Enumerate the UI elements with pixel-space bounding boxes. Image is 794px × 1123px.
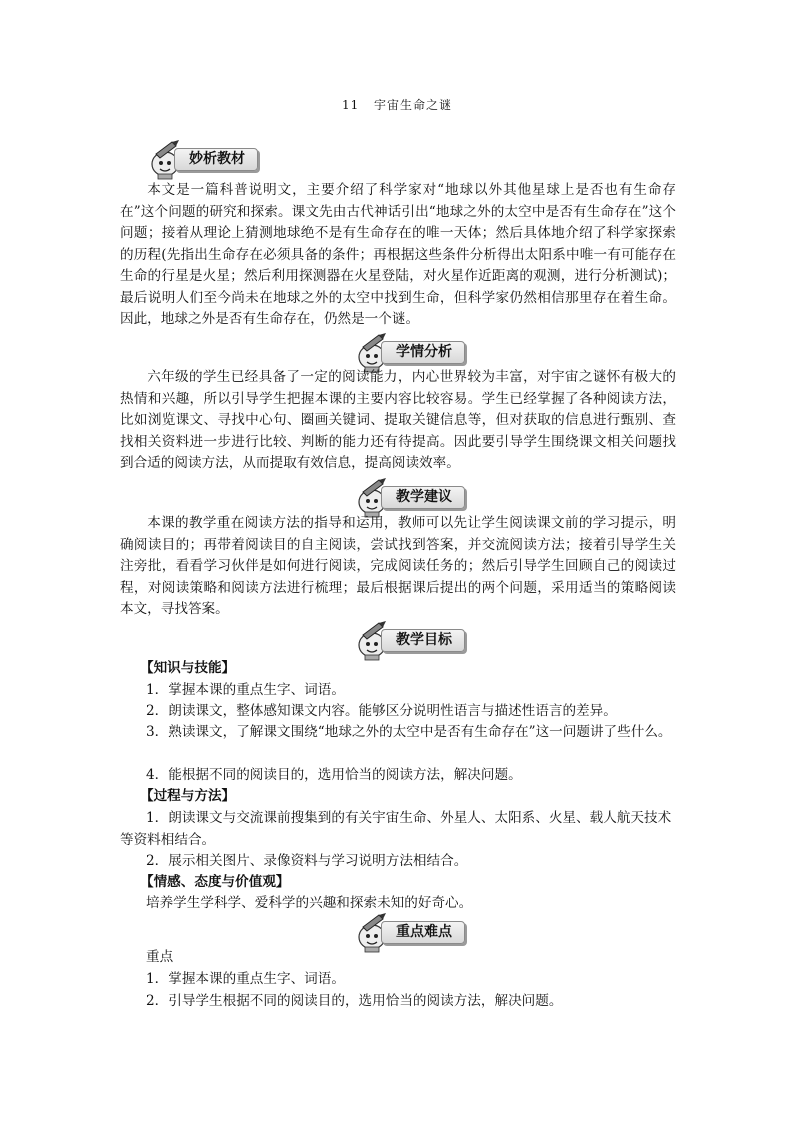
section-banner-keypoints [355, 913, 495, 947]
section-heading: 教学建议 [381, 486, 465, 509]
student-analysis-paragraph: 六年级的学生已经具备了一定的阅读能力，内心世界较为丰富，对宇宙之谜怀有极大的热情和兴趣，所以引导学生把握本课的主要内容比较容易。学生已经掌握了各种阅读方法，比如浏览课文、寻找中心句、圈画关键词、提取关键信息等，但对获取的信息进行甄别、查找相关资料进一步进行比较、判断的能力还有待提高。因此要引导学生围绕课文相关问题找到合适的阅读方法，从而提取有效信息，提高阅读效率。 [120, 369, 676, 471]
process-item: 1．朗读课文与交流课前搜集到的有关宇宙生命、外星人、太阳系、火星、载人航天技术等资料相结合。 [120, 810, 672, 848]
goal-item: 2．朗读课文，整体感知课文内容。能够区分说明性语言与描述性语言的差异。 [146, 703, 617, 719]
section-banner-student [355, 333, 495, 367]
section-heading: 重点难点 [381, 921, 465, 944]
teaching-suggestion-paragraph: 本课的教学重在阅读方法的指导和运用，教师可以先让学生阅读课文前的学习提示，明确阅读目的；再带着阅读目的自主阅读，尝试找到答案，并交流阅读方法；接着引导学生关注旁批，看看学习伙伴是如何进行阅读，完成阅读任务的；然后引导学生回顾自己的阅读过程，对阅读策略和阅读方法进行梳理；最后根据课后提出的两个问题，采用适当的策略阅读本文，寻找答案。 [120, 515, 676, 617]
knowledge-label: 【知识与技能】 [140, 660, 236, 676]
key-label: 重点 [146, 949, 174, 965]
emotion-label: 【情感、态度与价值观】 [140, 874, 290, 890]
section-banner-textbook [148, 140, 288, 174]
emotion-text: 培养学生学科学、爱科学的兴趣和探索未知的好奇心。 [146, 895, 473, 911]
goal-item: 3．熟读课文，了解课文围绕“地球之外的太空中是否有生命存在”这一问题讲了些什么。 [146, 724, 672, 740]
textbook-analysis-paragraph: 本文是一篇科普说明文，主要介绍了科学家对“地球以外其他星球上是否也有生命存在”这个问题的研究和探索。课文先由古代神话引出“地球之外的太空中是否有生命存在”这个问题；接着从理论上猜测地球绝不是有生命存在的唯一天体；然后具体地介绍了科学家探索的历程(先指出生命存在必须具备的条件；再根据这些条件分析得出太阳系中唯一有可能存在生命的行星是火星；然后利用探测器在火星登陆，对火星作近距离的观测，进行分析测试)；最后说明人们至今尚未在地球之外的太空中找到生命，但科学家仍然相信那里存在着生命。因此，地球之外是否有生命存在，仍然是一个谜。 [120, 182, 676, 327]
key-item: 1．掌握本课的重点生字、词语。 [146, 971, 345, 987]
goal-item: 1．掌握本课的重点生字、词语。 [146, 682, 345, 698]
section-heading: 妙析教材 [174, 148, 258, 171]
lesson-name: 宇宙生命之谜 [374, 98, 453, 112]
lesson-number: 11 [341, 98, 360, 112]
lesson-title [0, 96, 794, 113]
section-banner-suggestion [355, 478, 495, 512]
section-heading: 学情分析 [381, 341, 465, 364]
key-item: 2．引导学生根据不同的阅读目的，选用恰当的阅读方法，解决问题。 [146, 993, 563, 1009]
goal-item: 4．能根据不同的阅读目的，选用恰当的阅读方法，解决问题。 [146, 767, 522, 783]
process-item: 2．展示相关图片、录像资料与学习说明方法相结合。 [146, 853, 468, 869]
process-label: 【过程与方法】 [140, 788, 236, 804]
section-heading: 教学目标 [381, 629, 465, 652]
section-banner-goals [355, 621, 495, 655]
